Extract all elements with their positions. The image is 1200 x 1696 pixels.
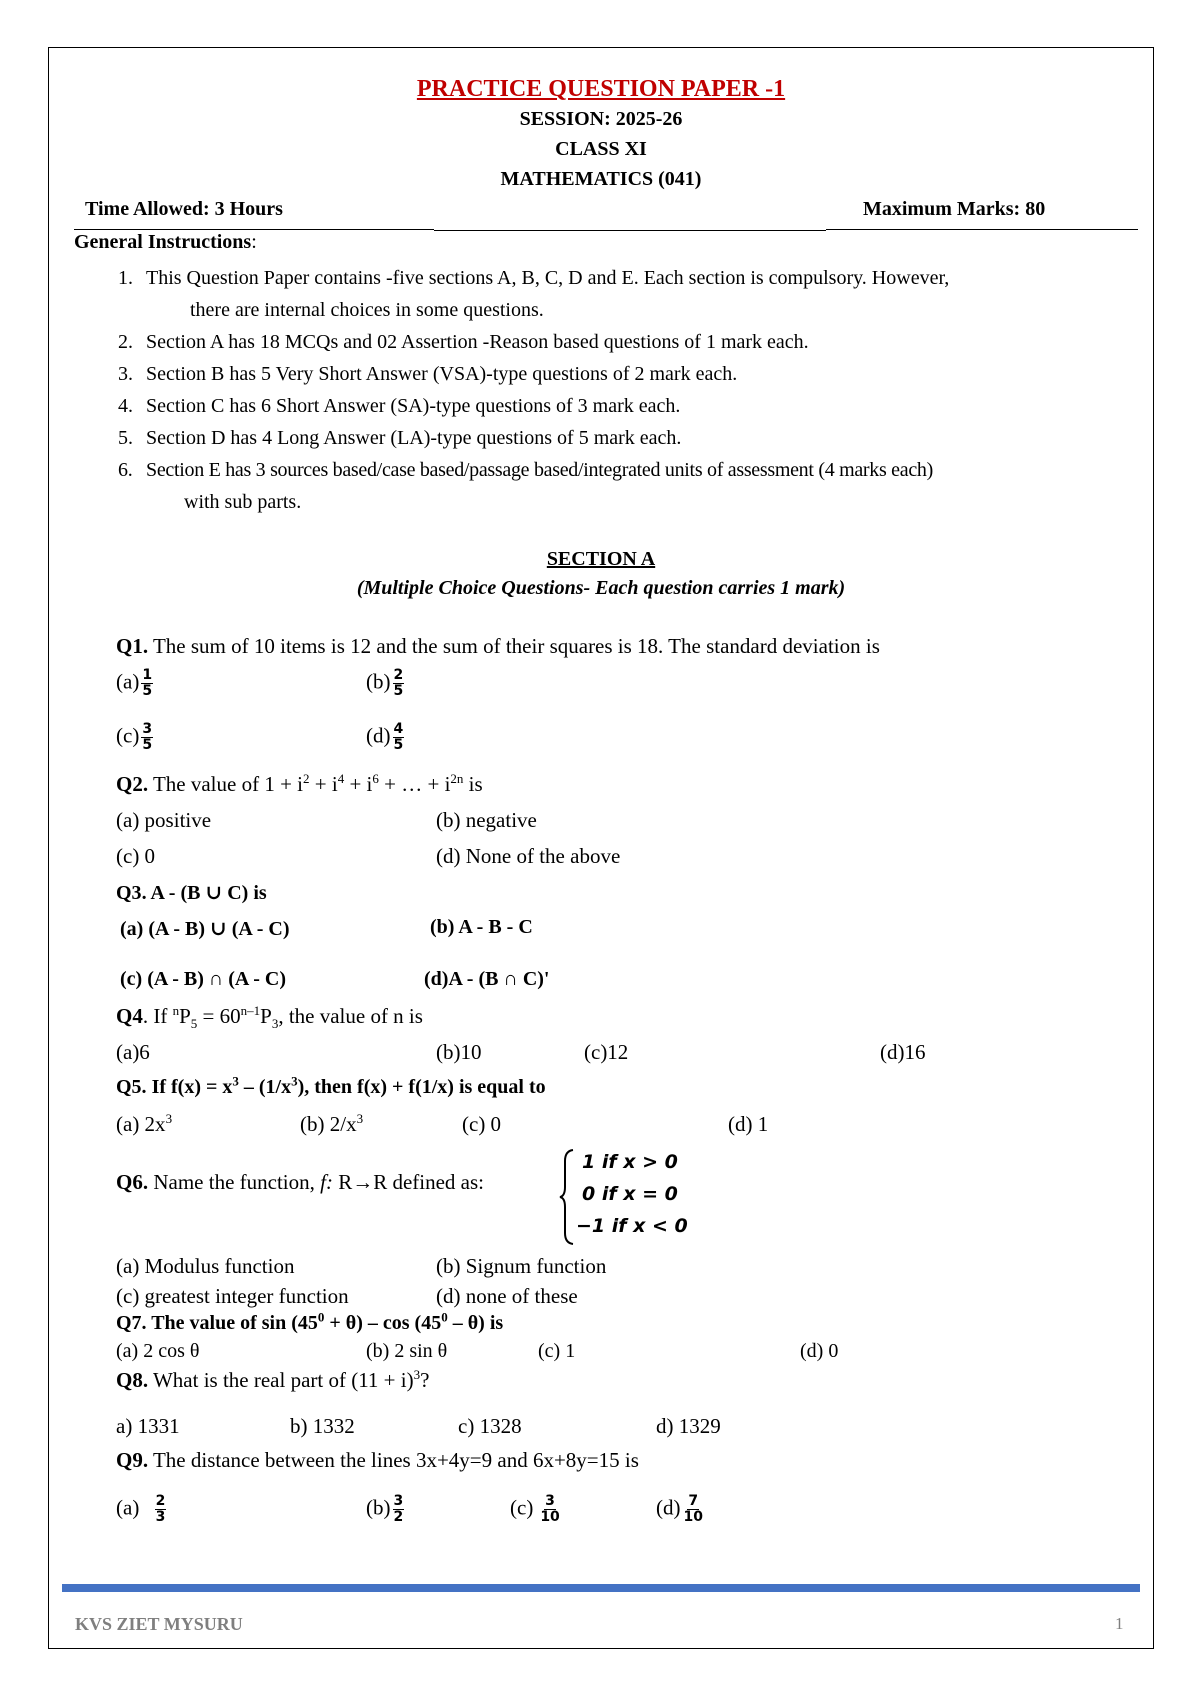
q6-option-c: (c) greatest integer function [116,1284,349,1308]
instruction-item: 4. Section C has 6 Short Answer (SA)-type questions of 3 mark each. [118,395,681,417]
instructions-list [118,262,1138,518]
q5-option-c: (c) 0 [462,1112,502,1136]
instruction-item: 2. Section A has 18 MCQs and 02 Assertion -Reason based questions of 1 mark each. [118,331,809,353]
question-8: Q8. What is the real part of $(11 + i)^3$? [116,1367,430,1392]
section-subtitle: (Multiple Choice Questions- Each question carries 1 mark) [356,577,846,599]
question-9: Q9. The distance between the lines 3x+4y=9 and 6x+8y=15 is [116,1448,639,1472]
q4-option-c: (c)12 [584,1040,629,1064]
q3-option-d: (d)A - (B ∩ C)' [424,968,550,990]
q2-option-a: (a) positive [116,808,212,832]
question-5: Q5. If $f(x) = x^3 - (1/x^3)$, then f(x) + f(1/x) is equal to [116,1073,546,1098]
page-number: 1 [1115,1614,1124,1633]
q9-option-a: (a) $\frac{2}{3}$ [116,1493,166,1525]
q1-option-c: (c) $\frac{3}{5}$ [116,721,153,753]
class-line: CLASS XI [555,138,647,160]
instruction-item-cont: with sub parts. [184,491,302,513]
q5-option-d: (d) 1 [728,1112,769,1136]
piecewise-definition [558,1147,718,1247]
q3-option-b: (b) A - B - C [430,916,533,938]
q9-option-b: (b) $\frac{3}{2}$ [366,1493,404,1525]
question-7: Q7. The value of $\sin (45^0 + \theta) - \cos (45^0 - \theta)$ is [116,1309,504,1334]
header-rule-left [74,229,434,230]
question-6: Q6. Name the function, f: R→R defined as: [116,1170,485,1194]
instruction-item-cont: there are internal choices in some questions. [190,299,544,321]
instructions-heading: General Instructions: [74,231,257,253]
question-4: Q4. If $^nP_5 = 60^{n-1}P_3$, the value of n is [116,1003,423,1032]
piece-zero: 0 if x = 0 [582,1183,678,1205]
q6-option-b: (b) Signum function [436,1254,607,1278]
footer-institution: KVS ZIET MYSURU [75,1614,243,1634]
time-allowed: Time Allowed: 3 Hours [85,198,283,220]
q9-option-c: (c) $\frac{3}{10}$ [510,1493,560,1525]
q1-option-b: (b) $\frac{2}{5}$ [366,667,404,699]
instruction-item: 6. Section E has 3 sources based/case based/passage based/integrated units of assessment (4 marks each) [118,459,933,481]
q5-option-b: (b) $2/x^3$ [300,1111,364,1136]
instruction-item: 3. Section B has 5 Very Short Answer (VSA)-type questions of 2 mark each. [118,363,738,385]
q4-option-a: (a)6 [116,1040,150,1064]
q3-option-a: (a) (A - B) ∪ (A - C) [120,918,290,940]
q2-option-c: (c) 0 [116,844,156,868]
q3-option-c: (c) (A - B) ∩ (A - C) [120,968,286,990]
q8-option-c: c) 1328 [458,1414,522,1438]
q8-option-b: b) 1332 [290,1414,355,1438]
piece-positive: 1 if x > 0 [582,1151,678,1173]
paper-title: PRACTICE QUESTION PAPER -1 [416,76,786,102]
question-3: Q3. A - (B ∪ C) is [116,882,267,904]
q6-option-a: (a) Modulus function [116,1254,295,1278]
section-title: SECTION A [546,548,656,570]
q1-option-a: (a) $\frac{1}{5}$ [116,667,153,699]
left-brace-icon [558,1147,576,1247]
footer-rule [62,1584,1140,1592]
q7-option-d: (d) 0 [800,1340,839,1362]
q8-option-a: a) 1331 [116,1414,180,1438]
q7-option-c: (c) 1 [538,1340,576,1362]
q4-option-d: (d)16 [880,1040,926,1064]
q4-option-b: (b)10 [436,1040,482,1064]
subject-line: MATHEMATICS (041) [500,168,702,190]
question-2: Q2. The value of $1 + i^2 + i^4 + i^6$ + … + $i^{2n}$ is [116,771,483,796]
q6-option-d: (d) none of these [436,1284,578,1308]
q5-option-a: (a) $2x^3$ [116,1111,173,1136]
header-rule-mid [434,230,826,231]
q7-option-a: (a) 2 cos θ [116,1340,200,1362]
session-line: SESSION: 2025-26 [519,108,683,130]
instruction-item: 1. This Question Paper contains -five sections A, B, C, D and E. Each section is compulsory. However, [118,267,950,289]
max-marks: Maximum Marks: 80 [863,198,1046,220]
header-rule-right [826,229,1138,230]
q2-option-d: (d) None of the above [436,844,621,868]
q7-option-b: (b) 2 sin θ [366,1340,448,1362]
q2-option-b: (b) negative [436,808,537,832]
q8-option-d: d) 1329 [656,1414,721,1438]
q9-option-d: (d) $\frac{7}{10}$ [656,1493,703,1525]
instruction-item: 5. Section D has 4 Long Answer (LA)-type questions of 5 mark each. [118,427,682,449]
q1-option-d: (d) $\frac{4}{5}$ [366,721,404,753]
question-1: Q1. The sum of 10 items is 12 and the sum of their squares is 18. The standard deviation is [116,634,880,658]
piece-negative: −1 if x < 0 [576,1215,688,1237]
